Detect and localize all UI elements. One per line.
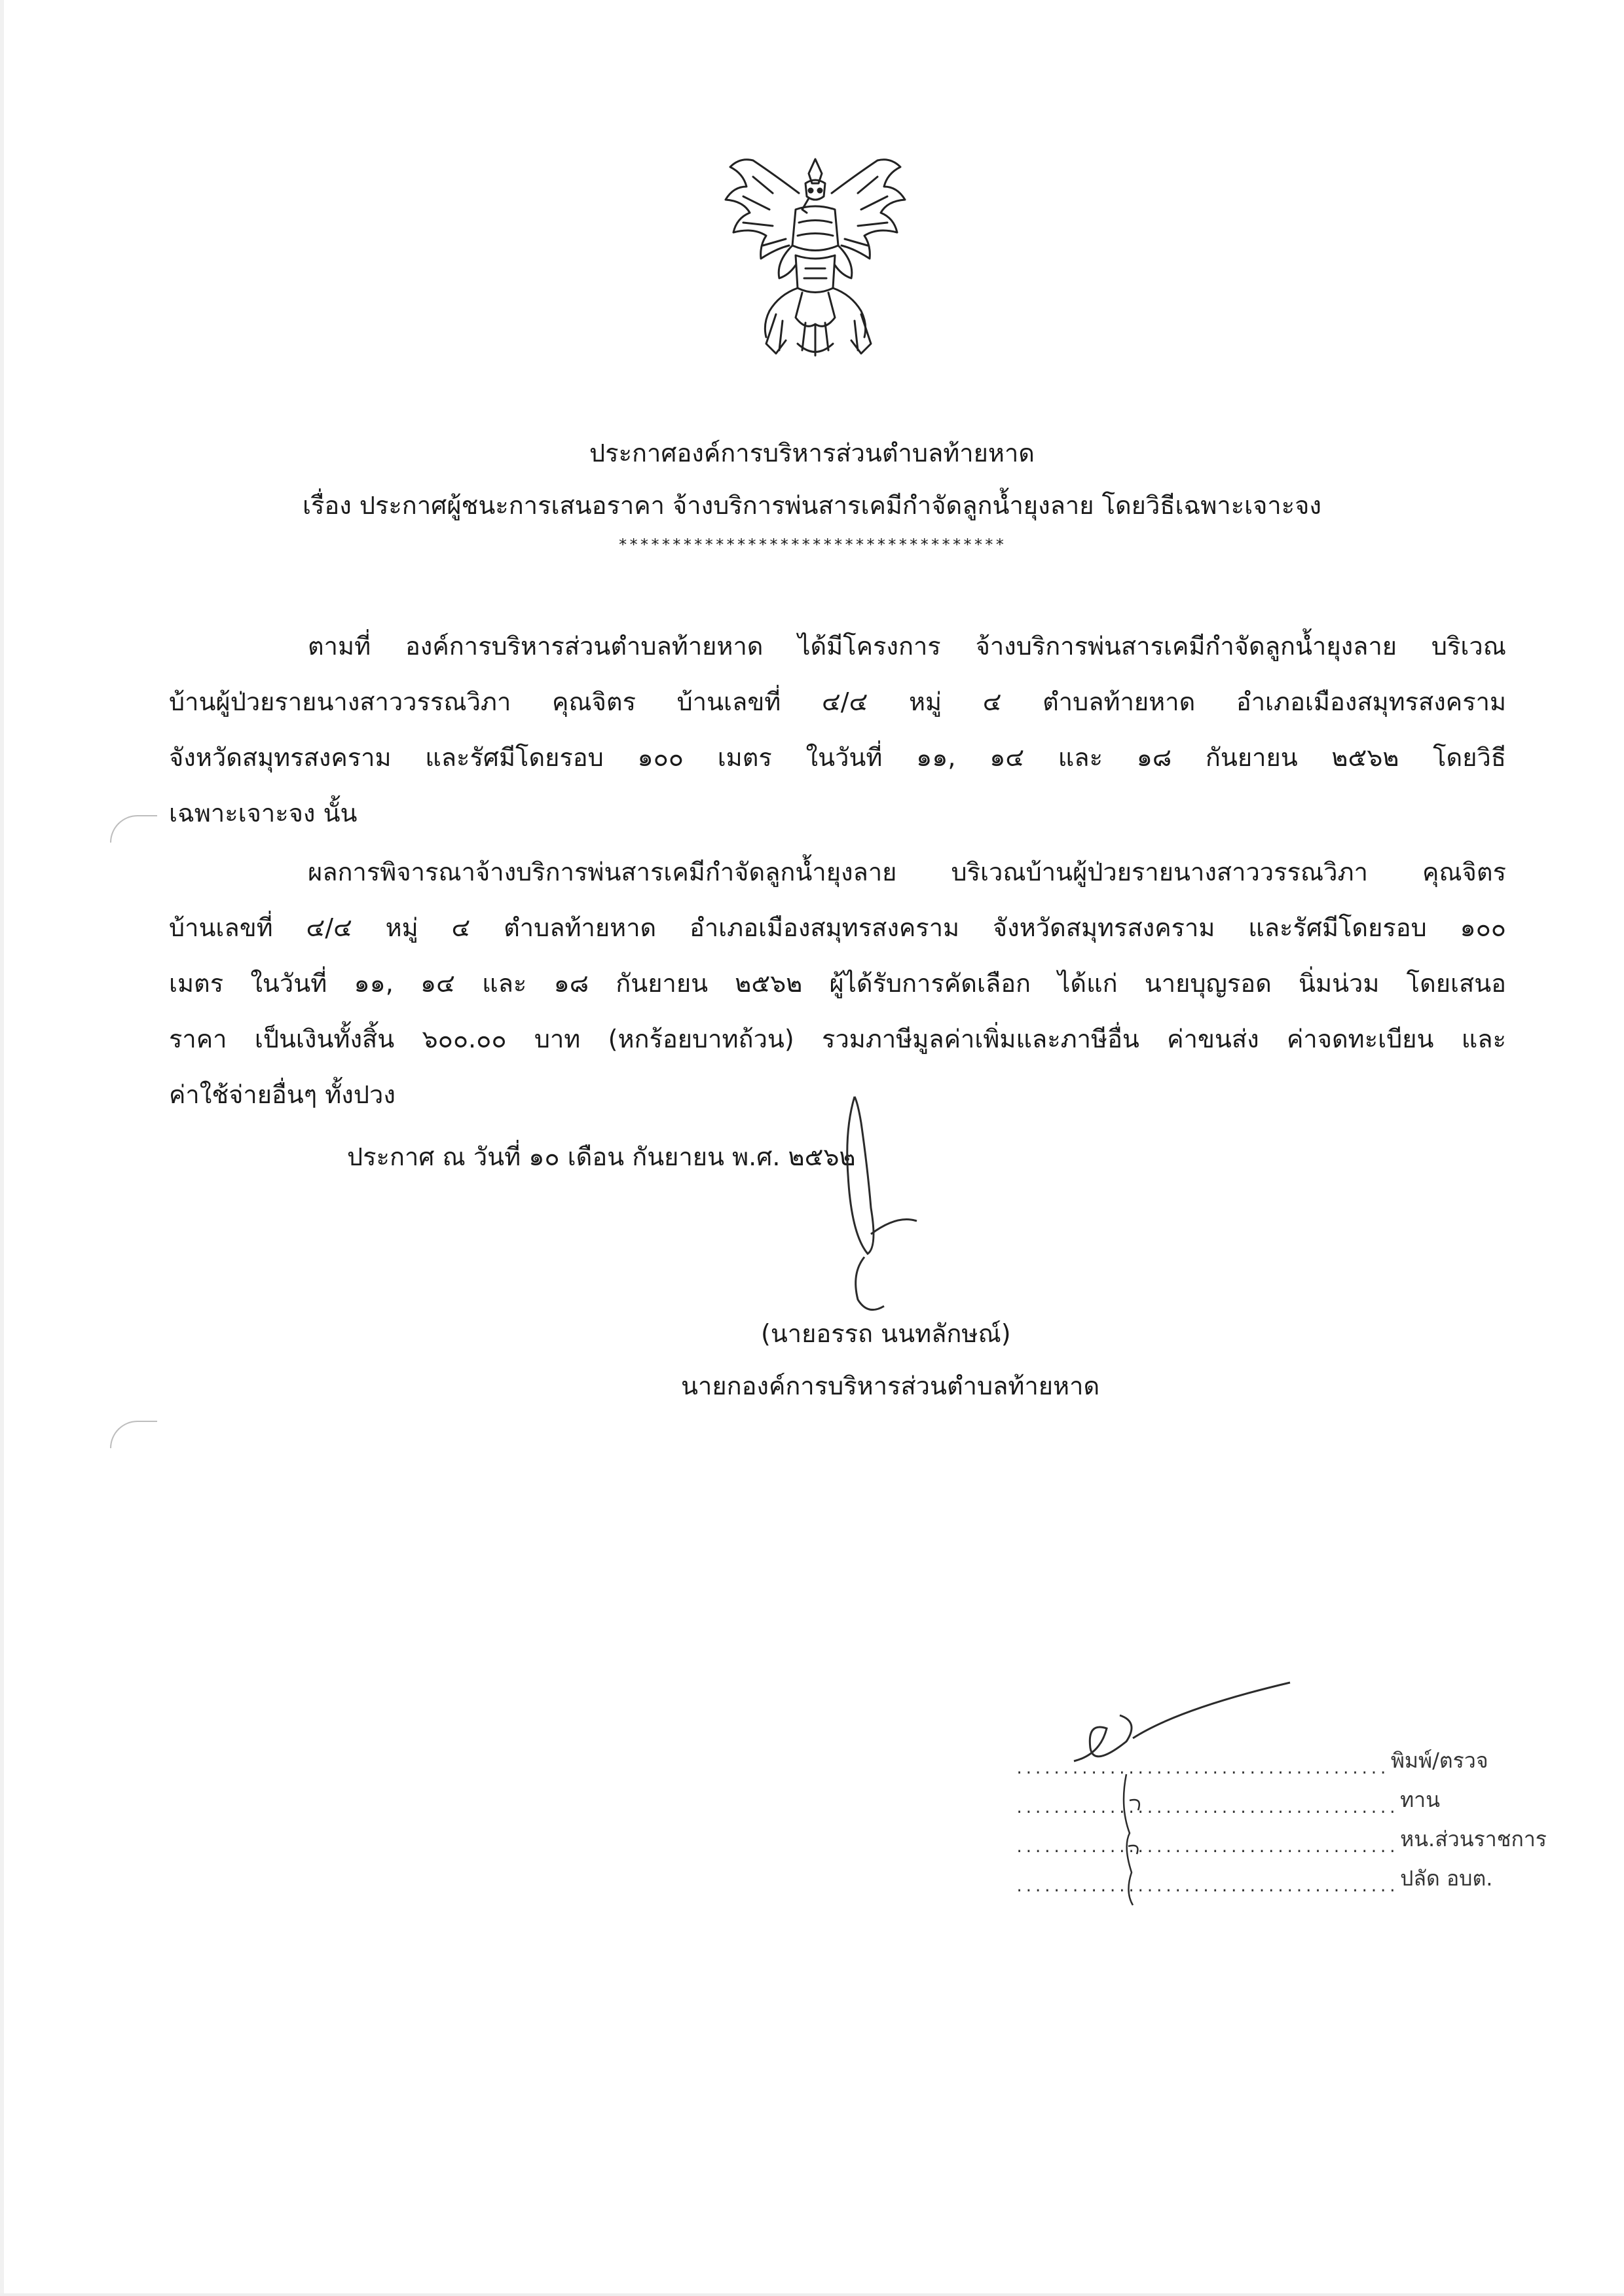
paragraph-line: เมตร ในวันที่ ๑๑, ๑๔ และ ๑๘ กันยายน ๒๕๖๒ ผู้ได้รับการคัดเลือก ได้แก่ นายบุญรอด นิ่มน่วม โดยเสนอ [169,969,1506,998]
signature-mark [805,1084,976,1319]
paragraph-line: จังหวัดสมุทรสงคราม และรัศมีโดยรอบ ๑๐๐ เมตร ในวันที่ ๑๑, ๑๔ และ ๑๘ กันยายน ๒๕๖๒ โดยวิธี [169,743,1506,772]
checklist-label: พิมพ์/ตรวจ [1390,1748,1488,1773]
paragraph-line: เฉพาะเจาะจง นั้น [169,799,358,828]
checklist-label: ทาน [1400,1787,1440,1812]
punch-hole-mark [110,815,157,843]
checklist-label: ปลัด อบต. [1400,1866,1493,1891]
checklist-row-head [1015,1823,1547,1856]
paragraph-line: ผลการพิจารณาจ้างบริการพ่นสารเคมีกำจัดลูกน้ำยุงลาย บริเวณบ้านผู้ป่วยรายนางสาววรรณวิภา คุณจิตร [308,858,1506,886]
checklist-row-review [1015,1784,1473,1817]
paragraph-line: บ้านเลขที่ ๔/๔ หมู่ ๔ ตำบลท้ายหาด อำเภอเมืองสมุทรสงคราม จังหวัดสมุทรสงคราม และรัศมีโดยรอบ ๑๐๐ [169,913,1506,942]
garuda-emblem-icon [714,147,917,363]
scan-edge [0,0,4,2296]
paragraph-line: บ้านผู้ป่วยรายนางสาววรรณวิภา คุณจิตร บ้านเลขที่ ๔/๔ หมู่ ๔ ตำบลท้ายหาด อำเภอเมืองสมุทรสงคราม [169,687,1506,716]
dotted-line: ......................................... [1015,1879,1398,1895]
announcement-subject: เรื่อง ประกาศผู้ชนะการเสนอราคา จ้างบริการพ่นสารเคมีกำจัดลูกน้ำยุงลาย โดยวิธีเฉพาะเจาะจง [303,491,1321,520]
paragraph-line: ราคา เป็นเงินทั้งสิ้น ๖๐๐.๐๐ บาท (หกร้อยบาทถ้วน) รวมภาษีมูลค่าเพิ่มและภาษีอื่น ค่าขนส่ง ค่าจดทะเบียน และ [169,1025,1506,1053]
punch-hole-mark [110,1421,157,1448]
signatory-name: (นายอรรถ นนทลักษณ์) [761,1319,1011,1348]
scan-edge-bottom [0,2293,1624,2296]
checklist-label: หน.ส่วนราชการ [1400,1827,1547,1851]
dotted-line: ........................................ [1015,1761,1388,1777]
paragraph-line: ตามที่ องค์การบริหารส่วนตำบลท้ายหาด ได้มีโครงการ จ้างบริการพ่นสารเคมีกำจัดลูกน้ำยุงลาย บริเวณ [308,632,1506,661]
checklist-row-clerk [1015,1863,1493,1895]
announcement-title: ประกาศองค์การบริหารส่วนตำบลท้ายหาด [589,439,1035,467]
dotted-line: ......................................... [1015,1800,1398,1817]
checklist-row-typed [1015,1745,1488,1777]
separator-line: ************************************ [618,536,1006,554]
signatory-position: นายกองค์การบริหารส่วนตำบลท้ายหาด [681,1372,1100,1400]
dotted-line: ......................................... [1015,1840,1398,1856]
announce-date: ประกาศ ณ วันที่ ๑๐ เดือน กันยายน พ.ศ. ๒๕๖๒ [347,1142,856,1171]
paragraph-line: ค่าใช้จ่ายอื่นๆ ทั้งปวง [169,1080,396,1109]
